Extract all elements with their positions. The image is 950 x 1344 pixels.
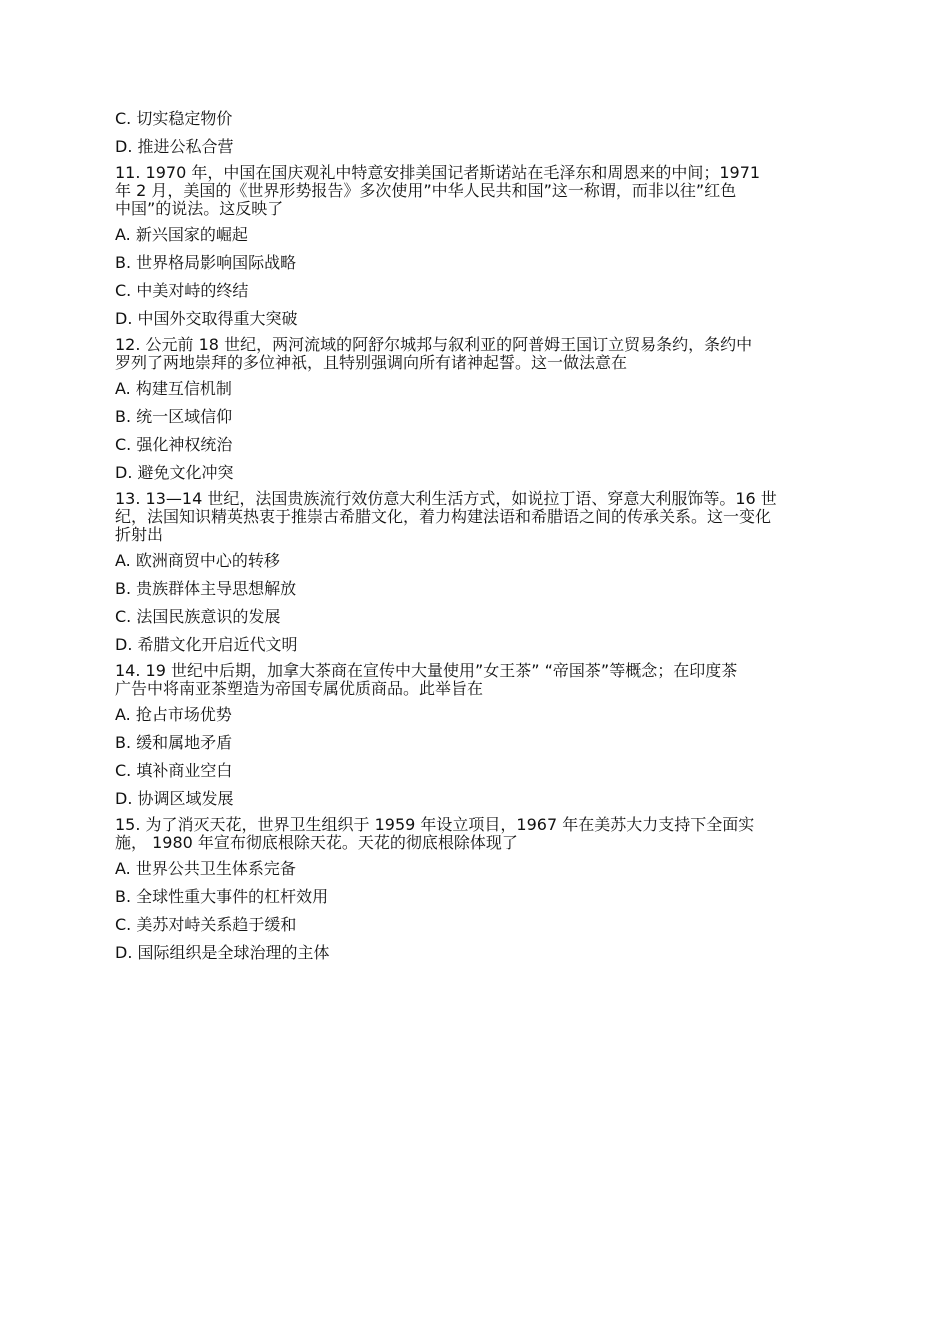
option-a: A. 抢占市场优势 — [115, 705, 232, 724]
option-a: A. 欧洲商贸中心的转移 — [115, 551, 280, 570]
question-13 — [115, 490, 835, 656]
question-stem — [115, 164, 835, 218]
question-15 — [115, 816, 835, 964]
question-stem — [115, 662, 835, 698]
option-c: C. 美苏对峙关系趋于缓和 — [115, 915, 297, 934]
exam-page — [115, 108, 835, 970]
option-b: B. 统一区域信仰 — [115, 407, 233, 426]
option-c: C. 法国民族意识的发展 — [115, 607, 281, 626]
stem-line: 罗列了两地崇拜的多位神祇，且特别强调向所有诸神起誓。这一做法意在 — [115, 353, 628, 372]
question-14 — [115, 662, 835, 810]
stem-line: 年 2 月，美国的《世界形势报告》多次使用”中华人民共和国”这一称谓，而非以往”红色 — [115, 181, 737, 200]
option-c: C. 强化神权统治 — [115, 435, 233, 454]
question-stem — [115, 816, 835, 852]
stem-line: 12. 公元前 18 世纪，两河流域的阿舒尔城邦与叙利亚的阿普姆王国订立贸易条约，条约中 — [115, 335, 753, 354]
stem-line: 中国”的说法。这反映了 — [115, 199, 284, 218]
question-stem — [115, 490, 835, 544]
stem-line: 施， 1980 年宣布彻底根除天花。天花的彻底根除体现了 — [115, 833, 518, 852]
option-a: A. 构建互信机制 — [115, 379, 232, 398]
option-d: D. 协调区域发展 — [115, 789, 234, 808]
option-b: B. 全球性重大事件的杠杆效用 — [115, 887, 329, 906]
option-a: A. 新兴国家的崛起 — [115, 225, 248, 244]
stem-line: 纪，法国知识精英热衷于推崇古希腊文化，着力构建法语和希腊语之间的传承关系。这一变化 — [115, 507, 772, 526]
question-stem — [115, 336, 835, 372]
option-d: D. 希腊文化开启近代文明 — [115, 635, 298, 654]
option-d: D. 中国外交取得重大突破 — [115, 309, 298, 328]
stem-line: 13. 13—14 世纪，法国贵族流行效仿意大利生活方式，如说拉丁语、穿意大利服饰等。16 世 — [115, 489, 777, 508]
question-12 — [115, 336, 835, 484]
question-11 — [115, 164, 835, 330]
option-a: A. 世界公共卫生体系完备 — [115, 859, 296, 878]
option-b: B. 世界格局影响国际战略 — [115, 253, 297, 272]
option-b: B. 贵族群体主导思想解放 — [115, 579, 297, 598]
stem-line: 折射出 — [115, 525, 164, 544]
stem-line: 15. 为了消灭天花，世界卫生组织于 1959 年设立项目，1967 年在美苏大力支持下全面实 — [115, 815, 755, 834]
stem-line: 14. 19 世纪中后期，加拿大茶商在宣传中大量使用”女王茶” “帝国茶”等概念；在印度茶 — [115, 661, 738, 680]
option-d: D. 国际组织是全球治理的主体 — [115, 943, 330, 962]
stem-line: 11. 1970 年，中国在国庆观礼中特意安排美国记者斯诺站在毛泽东和周恩来的中间；1971 — [115, 163, 761, 182]
option-c: C. 填补商业空白 — [115, 761, 233, 780]
option-c: C. 中美对峙的终结 — [115, 281, 249, 300]
option-b: B. 缓和属地矛盾 — [115, 733, 233, 752]
prev-question-option-d: D. 推进公私合营 — [115, 137, 234, 156]
option-d: D. 避免文化冲突 — [115, 463, 234, 482]
prev-question-option-c: C. 切实稳定物价 — [115, 109, 233, 128]
stem-line: 广告中将南亚茶塑造为帝国专属优质商品。此举旨在 — [115, 679, 484, 698]
